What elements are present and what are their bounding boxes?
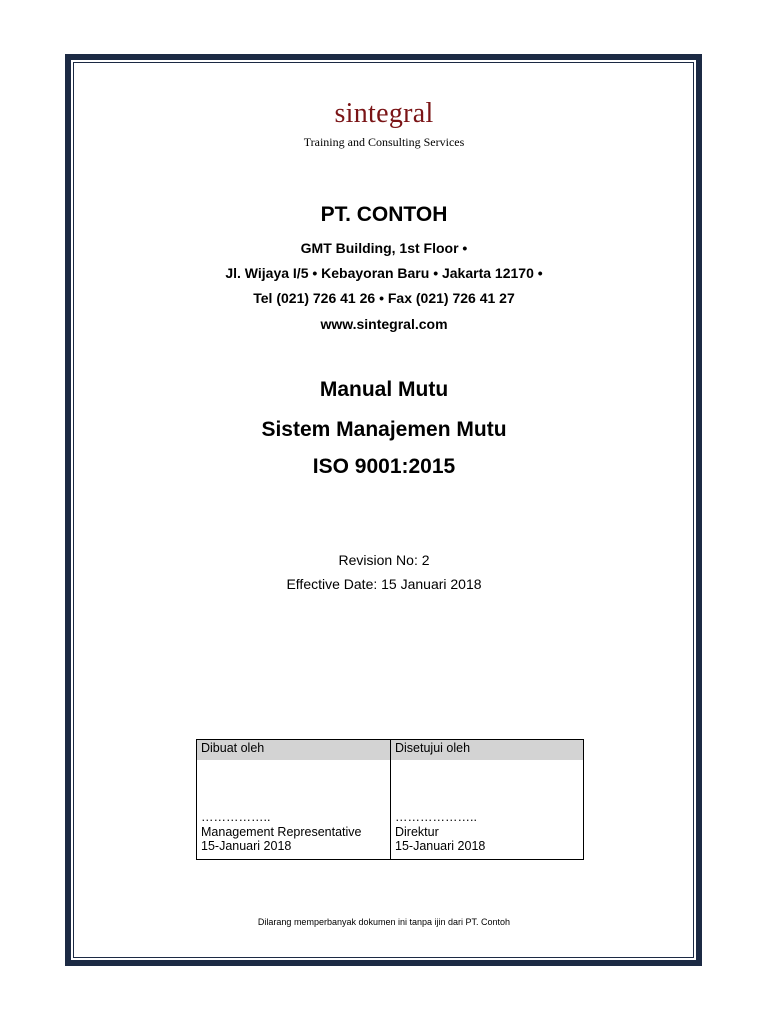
approved-signature-line: ………………..	[395, 810, 477, 824]
approved-role: Direktur	[395, 824, 439, 839]
brand-logo-text: sintegral	[334, 98, 434, 129]
address-line-2: Jl. Wijaya I/5 • Kebayoran Baru • Jakarta 12170 •	[225, 265, 543, 281]
revision-number: Revision No: 2	[338, 552, 430, 568]
contact-line: Tel (021) 726 41 26 • Fax (021) 726 41 27	[253, 290, 515, 306]
approval-prepared-column	[197, 740, 391, 859]
address-line-1: GMT Building, 1st Floor •	[300, 240, 468, 256]
prepared-date: 15-Januari 2018	[201, 839, 292, 853]
effective-date: Effective Date: 15 Januari 2018	[286, 576, 482, 592]
document-title: Manual Mutu	[319, 378, 449, 401]
approval-approved-column	[391, 740, 583, 859]
approved-by-header: Disetujui oleh	[391, 740, 583, 760]
prepared-by-header: Dibuat oleh	[197, 740, 390, 760]
approval-table	[196, 739, 584, 860]
prepared-role: Management Representative	[201, 824, 362, 839]
document-subtitle: Sistem Manajemen Mutu	[261, 418, 507, 441]
prepared-signature-line: ……………..	[201, 810, 271, 824]
document-standard: ISO 9001:2015	[312, 455, 456, 478]
footer-note: Dilarang memperbanyak dokumen ini tanpa ijin dari PT. Contoh	[257, 917, 511, 927]
approved-by-signature-block	[395, 810, 485, 854]
brand-tagline: Training and Consulting Services	[303, 135, 465, 149]
website: www.sintegral.com	[320, 316, 448, 332]
prepared-by-signature-block	[201, 810, 362, 854]
company-name: PT. CONTOH	[320, 203, 448, 226]
approved-date: 15-Januari 2018	[395, 839, 486, 853]
